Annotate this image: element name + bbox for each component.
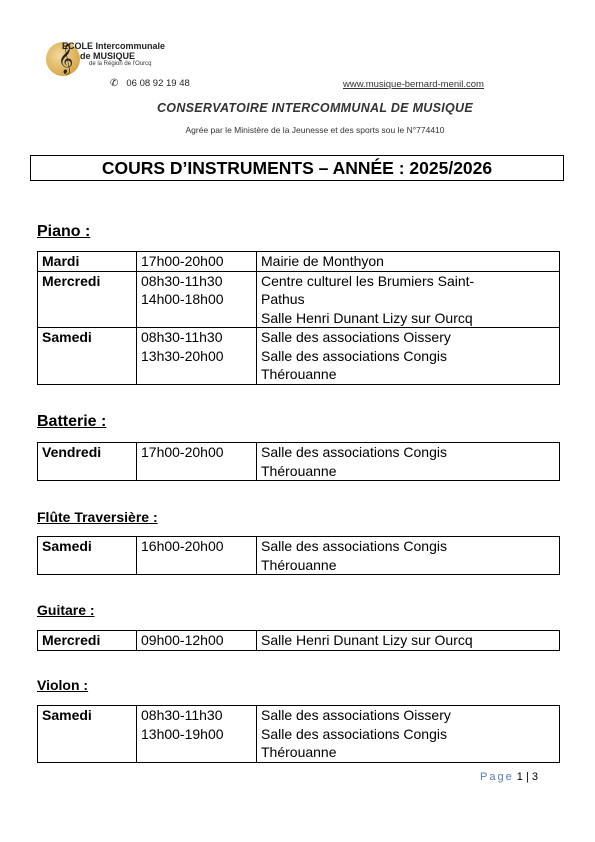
treble-clef-icon: 𝄞 [58,44,74,74]
page-separator: | [525,771,529,783]
table-row [38,706,560,763]
section-heading-batterie: Batterie : [37,413,107,430]
time-slot: 17h00-20h00 [141,444,224,460]
time-slot: 09h00-12h00 [141,632,224,648]
table-row [38,537,560,575]
schedule-table-flute [37,536,560,575]
time-slot: 08h30-11h30 [141,329,223,345]
place-name: Salle Henri Dunant Lizy sur Ourcq [261,632,473,648]
time-slot: 13h00-19h00 [141,725,224,742]
page-total: 3 [531,771,538,783]
time-slot: 08h30-11h30 [141,707,223,723]
agreement-notice: Agrée par le Ministère de la Jeunesse et des sports sou le N°774410 [185,125,445,135]
time-cell [137,271,257,328]
table-row [38,252,560,272]
logo-text-line1: ECOLE Intercommunale [62,41,166,51]
logo-text-line2: de MUSIQUE [80,51,136,61]
time-cell [137,252,257,272]
page-number-footer [480,771,538,783]
table-row [38,443,560,481]
phone-number: 06 08 92 19 48 [126,78,190,89]
place-cell [257,537,560,575]
schedule-table-guitare [37,630,560,651]
place-name: Salle des associations Oissery [261,707,451,723]
place-cell [257,328,560,385]
time-cell [137,537,257,575]
page-label: Page [480,771,514,783]
section-heading-flute: Flûte Traversière : [37,509,158,525]
day-cell: Mercredi [38,631,137,651]
place-name: Salle Henri Dunant Lizy sur Ourcq [261,309,473,326]
place-name: Salle des associations Oissery [261,329,451,345]
place-name: Salle des associations Congis Thérouanne [261,538,447,573]
schedule-table-violon [37,705,560,763]
schedule-table-batterie [37,442,560,481]
place-name: Centre culturel les Brumiers Saint-Pathus [261,272,475,307]
place-cell [257,252,560,272]
day-cell: Samedi [38,706,137,763]
phone-contact [110,78,190,89]
day-cell: Vendredi [38,443,137,481]
time-slot: 13h30-20h00 [141,347,224,364]
section-heading-violon: Violon : [37,677,89,693]
website-link[interactable]: www.musique-bernard-menil.com [343,79,484,90]
time-cell [137,443,257,481]
page-title-text: COURS D’INSTRUMENTS – ANNÉE : 2025/2026 [101,157,493,178]
place-name: Mairie de Monthyon [261,253,384,269]
place-cell [257,631,560,651]
place-name: Salle des associations Congis Thérouanne [261,725,447,760]
school-logo [44,40,174,80]
institution-name: CONSERVATOIRE INTERCOMMUNAL DE MUSIQUE [156,101,474,115]
time-slot: 17h00-20h00 [141,253,224,269]
table-row [38,328,560,385]
day-cell: Samedi [38,537,137,575]
place-cell [257,271,560,328]
day-cell: Mercredi [38,271,137,328]
section-heading-guitare: Guitare : [37,602,95,618]
place-cell [257,706,560,763]
time-cell [137,631,257,651]
place-name: Salle des associations Congis Thérouanne [261,347,447,382]
table-row [38,271,560,328]
time-slot: 14h00-18h00 [141,291,224,307]
time-slot: 08h30-11h30 [141,272,223,289]
time-cell [137,328,257,385]
place-name: Salle des associations Congis Thérouanne [261,444,447,479]
day-cell: Mardi [38,252,137,272]
section-heading-piano: Piano : [37,223,91,240]
day-cell: Samedi [38,328,137,385]
time-slot: 16h00-20h00 [141,538,224,554]
schedule-table-piano [37,251,560,385]
page-current: 1 [516,771,523,783]
place-cell [257,443,560,481]
page-title [30,155,564,181]
time-cell [137,706,257,763]
table-row [38,631,560,651]
logo-text-line3: de la Région de l'Ourcq [89,61,152,67]
phone-icon: ✆ [110,78,119,89]
